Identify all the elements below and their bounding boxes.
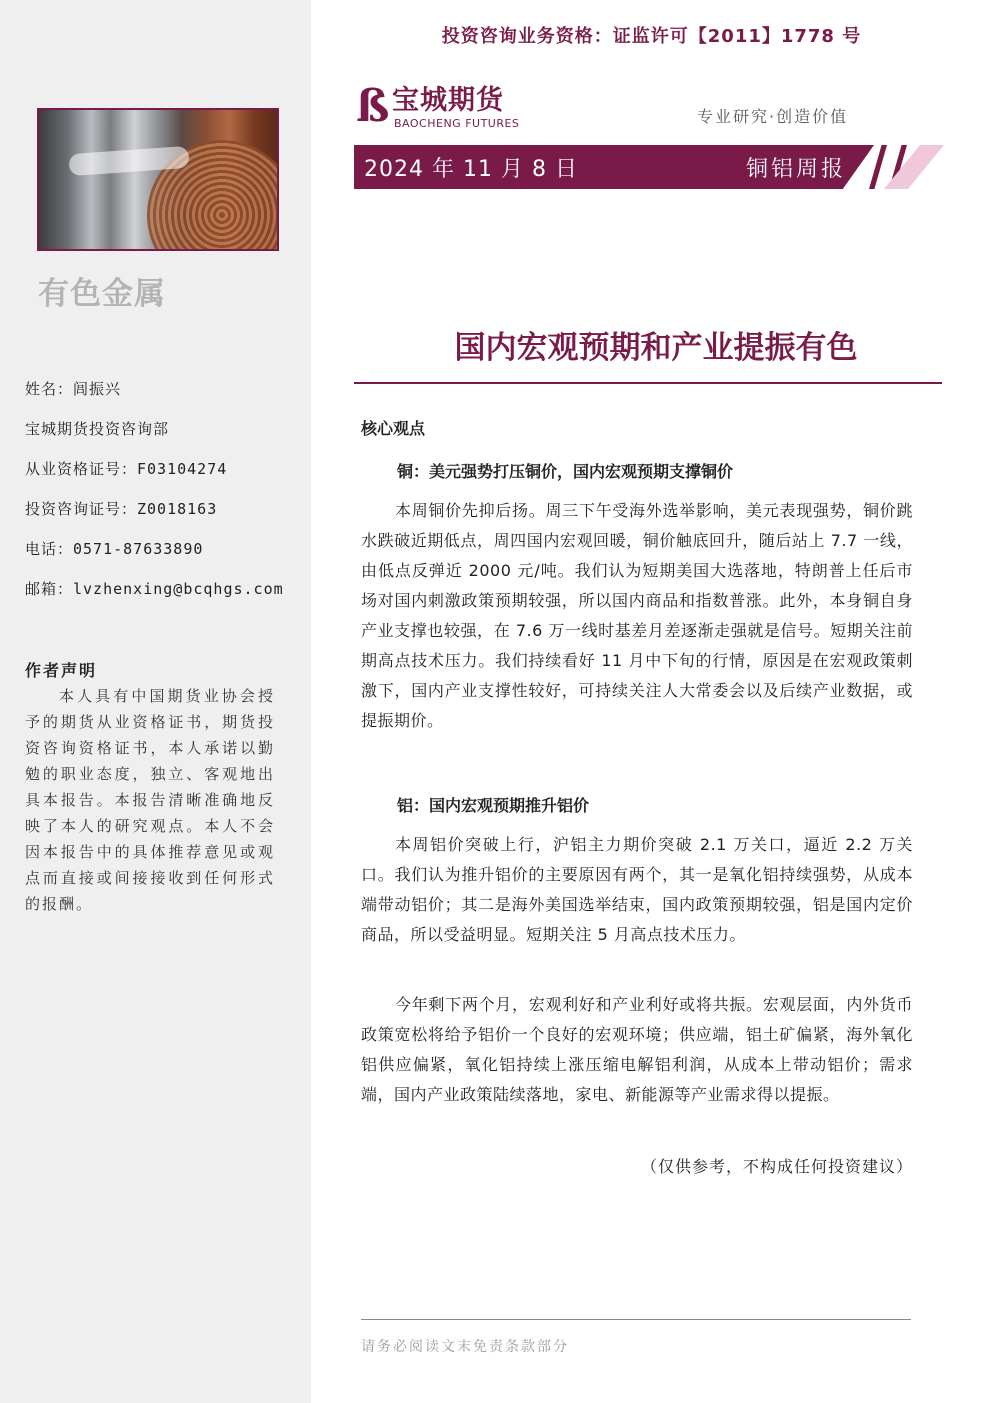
sidebar: [0, 0, 311, 1403]
logo-chinese-name: 宝城期货: [392, 85, 504, 116]
logo-english-name: BAOCHENG FUTURES: [394, 117, 520, 130]
reference-note: （仅供参考，不构成任何投资建议）: [640, 1157, 913, 1176]
consulting-license: 投资咨询证号：Z0018163: [25, 500, 218, 518]
company-logo: [356, 81, 526, 134]
logo-b-icon: ß: [356, 81, 390, 132]
copper-subtitle: 铜：美元强势打压铜价，国内宏观预期支撑铜价: [397, 462, 734, 481]
banner-stripe-pink: [884, 145, 944, 189]
cover-image-copper-coil: [37, 108, 279, 251]
author-statement-body: 本人具有中国期货业协会授予的期货从业资格证书，期货投资咨询资格证书，本人承诺以勤勉的职业态度，独立、客观地出具本报告。本报告清晰准确地反映了本人的研究观点。本人不会因本报告中的具体推荐意见或观点而直接或间接接收到任何形式的报酬。: [25, 687, 275, 913]
footer-disclaimer-link[interactable]: 请务必阅读文末免责条款部分: [361, 1339, 569, 1355]
slogan: 专业研究·创造价值: [697, 107, 849, 126]
aluminum-paragraph-2: 今年剩下两个月，宏观利好和产业利好或将共振。宏观层面，内外货币政策宽松将给予铝价一个良好的宏观环境；供应端，铝土矿偏紧，海外氧化铝供应偏紧，氧化铝持续上涨压缩电解铝利润，从成本上带动铝价；需求端，国内产业政策陆续落地，家电、新能源等产业需求得以提振。: [361, 995, 913, 1104]
report-date: 2024 年 11 月 8 日: [364, 157, 578, 182]
author-name: 姓名：闾振兴: [25, 380, 122, 398]
aluminum-paragraph-1: 本周铝价突破上行，沪铝主力期价突破 2.1 万关口，逼近 2.2 万关口。我们认为推升铝价的主要原因有两个，其一是氧化铝持续强势，从成本端带动铝价；其二是海外美国选举结束，国内政策预期较强，铝是国内定价商品，所以受益明显。短期关注 5 月高点技术压力。: [361, 835, 913, 944]
email-link[interactable]: 邮箱：lvzhenxing@bcqhgs.com: [25, 580, 284, 598]
category-label: 有色金属: [38, 276, 166, 312]
copper-paragraph: 本周铜价先抑后扬。周三下午受海外选举影响，美元表现强势，铜价跳水跌破近期低点，周四国内宏观回暖，铜价触底回升，随后站上 7.7 一线，由低点反弹近 2000 元/吨。我们认为短期美国大选落地，特朗普上任后市场对国内刺激政策预期较强，所以国内商品和指数普涨。此外，本身铜自身产业支撑也较强，在 7.6 万一线时基差月差逐渐走强就是信号。短期关注前期高点技术压力。我们持续看好 11 月中下旬的行情，原因是在宏观政策刺激下，国内产业支撑性较好，可持续关注人大常委会以及后续产业数据，或提振期价。: [361, 501, 913, 730]
section-title-core-views: 核心观点: [361, 419, 426, 438]
title-divider: [354, 382, 942, 384]
practitioner-license: 从业资格证号：F03104274: [25, 460, 228, 478]
license-line: 投资咨询业务资格：证监许可【2011】1778 号: [441, 26, 862, 47]
banner-stripe-1: [869, 145, 887, 189]
aluminum-subtitle: 铝：国内宏观预期推升铝价: [397, 796, 590, 815]
footer-divider: [361, 1319, 911, 1320]
report-banner: [354, 145, 940, 189]
author-statement-title: 作者声明: [25, 661, 98, 680]
phone: 电话：0571-87633890: [25, 540, 204, 558]
department: 宝城期货投资咨询部: [25, 420, 170, 438]
page-title: 国内宏观预期和产业提振有色: [454, 330, 858, 366]
report-type: 铜铝周报: [746, 157, 847, 182]
